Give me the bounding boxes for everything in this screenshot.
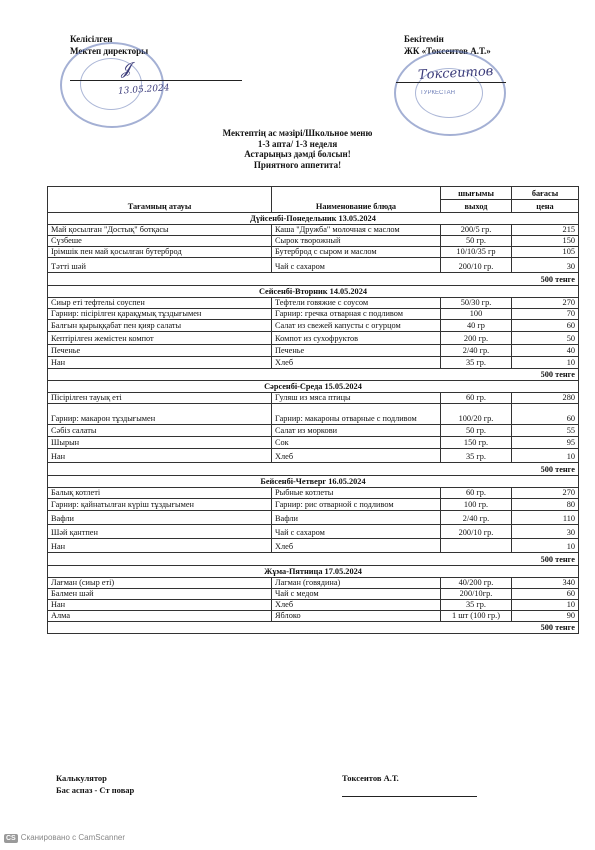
dish-name-ru: Салат из свежей капусты с огурцом (272, 320, 441, 332)
approval-right-company: ЖК «Токсеитов А.Т.» (404, 46, 491, 56)
day-total: 500 тенге (48, 622, 579, 634)
menu-wish-ru: Приятного аппетита! (253, 159, 342, 170)
day-total-row (48, 273, 579, 286)
table-row (48, 449, 579, 463)
company-stamp-text: ТУРКЕСТАН (420, 90, 455, 96)
dish-name-kz: Алма (48, 611, 272, 622)
table-row (48, 611, 579, 622)
menu-title-block (0, 128, 595, 170)
dish-name-ru: Лагман (говядина) (272, 578, 441, 589)
table-row (48, 525, 579, 539)
dish-output: 50 гр. (441, 236, 512, 247)
column-header-price-ru: цена (512, 200, 579, 213)
table-row (48, 225, 579, 236)
dish-name-ru: Салат из моркови (272, 425, 441, 437)
dish-name-kz: Балғын қырыққабат пен қияр салаты (48, 320, 272, 332)
table-row (48, 320, 579, 332)
footer-right (342, 772, 399, 784)
menu-title: Мектептің ас мәзірі/Школьное меню (222, 128, 373, 138)
dish-name-kz: Гарнир: макарон тұздығымен (48, 404, 272, 425)
dish-name-ru: Гарнир: макароны отварные с подливом (272, 404, 441, 425)
footer-chef: Бас аспаз - Ст повар (56, 785, 135, 795)
dish-name-ru: Хлеб (272, 357, 441, 369)
dish-output: 200 гр. (441, 332, 512, 345)
dish-name-ru: Компот из сухофруктов (272, 332, 441, 345)
column-header-output-kz: шығымы (441, 187, 512, 200)
dish-name-kz: Вафли (48, 511, 272, 525)
dish-name-ru: Печенье (272, 345, 441, 357)
table-row (48, 236, 579, 247)
day-total: 500 тенге (48, 463, 579, 476)
approval-right-signature-line (396, 82, 506, 83)
dish-price: 215 (512, 225, 579, 236)
dish-name-kz: Нан (48, 449, 272, 463)
table-row (48, 425, 579, 437)
table-row (48, 309, 579, 320)
footer-name: Токсеитов А.Т. (342, 773, 399, 783)
day-header-row (48, 381, 579, 393)
day-total: 500 тенге (48, 369, 579, 381)
dish-output: 35 гр. (441, 600, 512, 611)
column-header-kz: Тағамның атауы (48, 187, 272, 213)
day-label: Сәрсенбі-Среда 15.05.2024 (48, 381, 579, 393)
dish-name-ru: Каша "Дружба" молочная с маслом (272, 225, 441, 236)
dish-output: 100 гр. (441, 499, 512, 511)
dish-price: 10 (512, 357, 579, 369)
dish-output: 100/20 гр. (441, 404, 512, 425)
approval-left-signature-line (70, 80, 242, 81)
dish-price: 90 (512, 611, 579, 622)
table-row (48, 539, 579, 553)
dish-price: 270 (512, 488, 579, 499)
dish-name-ru: Хлеб (272, 539, 441, 553)
approval-left-role: Мектеп директоры (70, 46, 149, 56)
menu-wish-kz: Астарыңыз дәмді болсын! (244, 149, 351, 159)
dish-name-kz: Нан (48, 357, 272, 369)
dish-name-kz: Май қосылған "Достық" ботқасы (48, 225, 272, 236)
approval-date-handwritten: 13.05.2024 (117, 83, 170, 97)
dish-output: 60 гр. (441, 393, 512, 404)
table-row (48, 393, 579, 404)
menu-week: 1-3 апта/ 1-3 неделя (257, 138, 338, 149)
day-total: 500 тенге (48, 553, 579, 566)
dish-price: 10 (512, 600, 579, 611)
day-header-row (48, 213, 579, 225)
table-row (48, 578, 579, 589)
dish-price: 60 (512, 320, 579, 332)
dish-price: 110 (512, 511, 579, 525)
table-row (48, 258, 579, 273)
dish-output (441, 539, 512, 553)
director-signature: 𝓙 (118, 59, 132, 79)
day-label: Жұма-Пятница 17.05.2024 (48, 566, 579, 578)
day-label: Сейсенбі-Вторник 14.05.2024 (48, 286, 579, 298)
table-row (48, 247, 579, 258)
dish-name-kz: Гарнир: қайнатылған күріш тұздығымен (48, 499, 272, 511)
table-row (48, 345, 579, 357)
dish-price: 95 (512, 437, 579, 449)
dish-name-ru: Чай с сахаром (272, 525, 441, 539)
school-stamp-inner-ring (80, 58, 142, 110)
day-total: 500 тенге (48, 273, 579, 286)
day-total-row (48, 622, 579, 634)
dish-name-ru: Сырок творожный (272, 236, 441, 247)
dish-price: 270 (512, 298, 579, 309)
dish-name-kz: Печенье (48, 345, 272, 357)
approval-left-title: Келісілген (70, 34, 113, 44)
camscanner-logo-icon: CS (6, 835, 16, 842)
dish-price: 280 (512, 393, 579, 404)
dish-name-ru: Сок (272, 437, 441, 449)
footer-calculator: Калькулятор (56, 773, 107, 783)
dish-name-kz: Балық котлеті (48, 488, 272, 499)
table-row (48, 357, 579, 369)
dish-price: 70 (512, 309, 579, 320)
footer-left (56, 772, 134, 796)
dish-name-kz: Нан (48, 600, 272, 611)
scanner-watermark (4, 833, 125, 843)
menu-table (47, 186, 579, 634)
dish-output: 200/10гр. (441, 589, 512, 600)
dish-name-ru: Бутерброд с сыром и маслом (272, 247, 441, 258)
table-row (48, 298, 579, 309)
dish-name-kz: Лағман (сиыр еті) (48, 578, 272, 589)
dish-price: 105 (512, 247, 579, 258)
dish-name-ru: Тефтели говяжие с соусом (272, 298, 441, 309)
dish-name-ru: Чай с сахаром (272, 258, 441, 273)
dish-name-ru: Гарнир: рис отварной с подливом (272, 499, 441, 511)
day-header-row (48, 286, 579, 298)
dish-price: 40 (512, 345, 579, 357)
dish-output: 100 (441, 309, 512, 320)
dish-price: 150 (512, 236, 579, 247)
dish-output: 60 гр. (441, 488, 512, 499)
dish-output: 200/5 гр. (441, 225, 512, 236)
dish-name-kz: Сиыр еті тефтельі соуспен (48, 298, 272, 309)
dish-name-ru: Хлеб (272, 600, 441, 611)
day-label: Бейсенбі-Четверг 16.05.2024 (48, 476, 579, 488)
dish-output: 50 гр. (441, 425, 512, 437)
dish-price: 340 (512, 578, 579, 589)
scanner-text: Сканировано с CamScanner (20, 833, 126, 842)
footer-signature-line (342, 796, 477, 797)
day-label: Дүйсенбі-Понедельник 13.05.2024 (48, 213, 579, 225)
dish-name-kz: Пісірілген тауық еті (48, 393, 272, 404)
dish-price: 10 (512, 539, 579, 553)
day-header-row (48, 476, 579, 488)
table-header-row (48, 187, 579, 200)
dish-price: 80 (512, 499, 579, 511)
dish-output: 1 шт (100 гр.) (441, 611, 512, 622)
dish-output: 50/30 гр. (441, 298, 512, 309)
day-total-row (48, 553, 579, 566)
column-header-price-kz: бағасы (512, 187, 579, 200)
dish-output: 2/40 гр. (441, 345, 512, 357)
day-total-row (48, 369, 579, 381)
dish-output: 200/10 гр. (441, 525, 512, 539)
dish-name-kz: Гарнир: пісірілген қарақұмық тұздығымен (48, 309, 272, 320)
dish-name-kz: Балмен шәй (48, 589, 272, 600)
day-total-row (48, 463, 579, 476)
dish-price: 10 (512, 449, 579, 463)
dish-price: 55 (512, 425, 579, 437)
dish-name-kz: Ірімшік пен май қосылған бутерброд (48, 247, 272, 258)
table-row (48, 499, 579, 511)
dish-name-ru: Гуляш из мяса птицы (272, 393, 441, 404)
column-header-ru: Наименование блюда (272, 187, 441, 213)
dish-output: 10/10/35 гр (441, 247, 512, 258)
table-row (48, 332, 579, 345)
dish-name-ru: Чай с медом (272, 589, 441, 600)
dish-name-kz: Сәбіз салаты (48, 425, 272, 437)
table-row (48, 511, 579, 525)
dish-price: 60 (512, 589, 579, 600)
dish-output: 2/40 гр. (441, 511, 512, 525)
dish-output: 35 гр. (441, 449, 512, 463)
day-header-row (48, 566, 579, 578)
company-signature: Токсеитов (417, 64, 494, 83)
table-row (48, 589, 579, 600)
dish-price: 60 (512, 404, 579, 425)
dish-name-ru: Яблоко (272, 611, 441, 622)
dish-output: 40/200 гр. (441, 578, 512, 589)
dish-name-kz: Тәтті шәй (48, 258, 272, 273)
dish-name-kz: Сүзбеше (48, 236, 272, 247)
dish-price: 30 (512, 258, 579, 273)
table-row (48, 488, 579, 499)
approval-right-title: Бекітемін (404, 34, 444, 44)
dish-output: 150 гр. (441, 437, 512, 449)
dish-name-ru: Вафли (272, 511, 441, 525)
table-row (48, 437, 579, 449)
dish-name-kz: Нан (48, 539, 272, 553)
dish-output: 200/10 гр. (441, 258, 512, 273)
table-row (48, 600, 579, 611)
dish-price: 30 (512, 525, 579, 539)
dish-price: 50 (512, 332, 579, 345)
dish-name-kz: Кептірілген жемістен компот (48, 332, 272, 345)
dish-name-kz: Шырын (48, 437, 272, 449)
dish-name-ru: Гарнир: гречка отварная с подливом (272, 309, 441, 320)
dish-name-ru: Рыбные котлеты (272, 488, 441, 499)
column-header-output-ru: выход (441, 200, 512, 213)
dish-name-kz: Шәй қантпен (48, 525, 272, 539)
dish-output: 40 гр (441, 320, 512, 332)
dish-output: 35 гр. (441, 357, 512, 369)
dish-name-ru: Хлеб (272, 449, 441, 463)
table-row (48, 404, 579, 425)
